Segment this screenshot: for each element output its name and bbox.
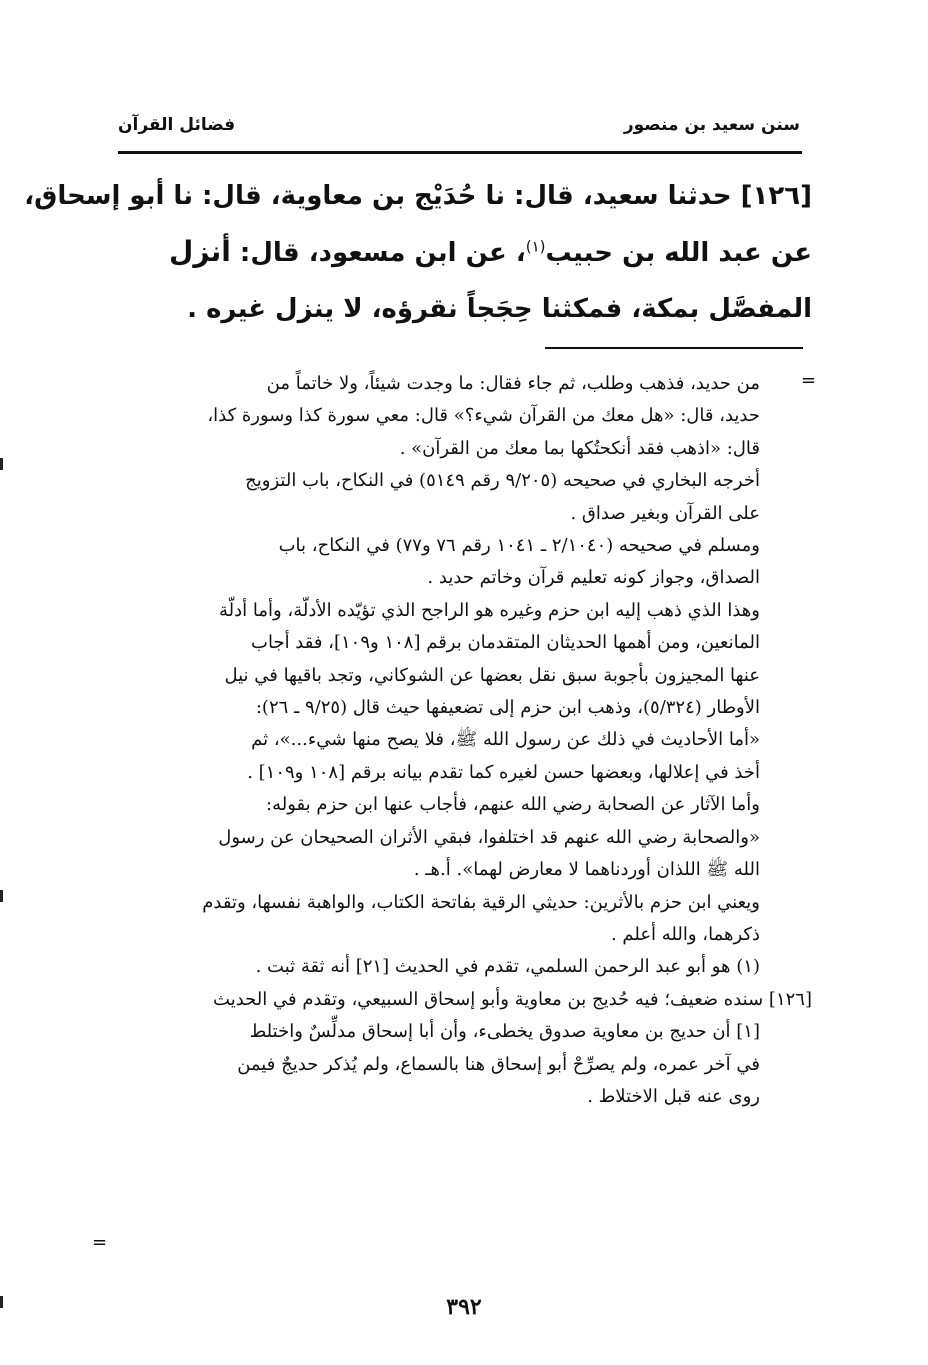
header-rule	[118, 151, 802, 154]
note-line: أخذ في إعلالها، وبعضها حسن لغيره كما تقدم بيانه برقم [١٠٨ و١٠٩] .	[247, 761, 760, 783]
hadith-line-2-emphasis: أنزل	[169, 235, 231, 268]
scan-edge-mark	[0, 1296, 3, 1308]
scan-edge-mark	[0, 458, 3, 470]
note-line: أخرجه البخاري في صحيحه (٩/٢٠٥ رقم ٥١٤٩) في النكاح، باب التزويج	[245, 470, 760, 492]
takhrij-line: روى عنه قبل الاختلاط .	[587, 1085, 760, 1107]
running-header	[118, 108, 800, 142]
note-line: قال: «اذهب فقد أنكحتُكها بما معك من القرآن» .	[399, 437, 760, 459]
chapter-title: فضائل القرآن	[118, 115, 236, 135]
footnotes-block	[100, 368, 812, 1113]
footnote-separator	[545, 347, 803, 349]
note-line: حديد، قال: «هل معك من القرآن شيء؟» قال: معي سورة كذا وسورة كذا،	[207, 405, 760, 427]
note-line: ذكرهما، والله أعلم .	[610, 923, 760, 945]
book-title: سنن سعيد بن منصور	[623, 115, 800, 135]
continuation-mark: =	[800, 370, 816, 391]
page-number: ٣٩٢	[446, 1294, 482, 1320]
main-hadith-text	[24, 168, 812, 337]
hadith-line-3: المفصَّل بمكة، فمكثنا حِجَجاً نقرؤه، لا ينزل غيره .	[187, 294, 812, 324]
continuation-end-mark: =	[92, 1232, 108, 1253]
takhrij-line: [١] أن حديج بن معاوية صدوق يخطىء، وأن أبا إسحاق مدلِّسٌ واختلط	[249, 1021, 760, 1043]
hadith-line-2-start: عن عبد الله بن حبيب	[545, 238, 812, 268]
note-line: من حديد، فذهب وطلب، ثم جاء فقال: ما وجدت شيئاً، ولا خاتماً من	[266, 373, 760, 394]
note-line: وهذا الذي ذهب إليه ابن حزم وغيره هو الراجح الذي تؤيّده الأدلّة، وأما أدلّة	[219, 599, 760, 621]
note-line: ومسلم في صحيحه (٢/١٠٤٠ ـ ١٠٤١ رقم ٧٦ و٧٧) في النكاح، باب	[278, 535, 760, 557]
hadith-line-1: [١٢٦] حدثنا سعيد، قال: نا حُدَيْج بن معاوية، قال: نا أبو إسحاق،	[24, 181, 812, 211]
takhrij-text: سنده ضعيف؛ فيه حُديج بن معاوية وأبو إسحاق السبيعي، وتقدم في الحديث	[213, 988, 764, 1010]
note-line: وأما الآثار عن الصحابة رضي الله عنهم، فأجاب عنها ابن حزم بقوله:	[266, 794, 760, 816]
takhrij-first-line	[100, 984, 812, 1016]
note-line: ويعني ابن حزم بالأثرين: حديثي الرقية بفاتحة الكتاب، والواهبة نفسها، وتقدم	[202, 891, 760, 913]
note-line: على القرآن وبغير صداق .	[570, 502, 760, 524]
note-line: عنها المجيزون بأجوبة سبق نقل بعضها عن الشوكاني، وتجد باقيها في نيل	[224, 664, 760, 686]
footnote-1: (١) هو أبو عبد الرحمن السلمي، تقدم في الحديث [٢١] أنه ثقة ثبت .	[255, 956, 760, 978]
note-line: «أما الأحاديث في ذلك عن رسول الله ﷺ، فلا يصح منها شيء...»، ثم	[251, 729, 760, 751]
note-line: الصداق، وجواز كونه تعليم قرآن وخاتم حديد .	[427, 567, 760, 589]
takhrij-line: في آخر عمره، ولم يصرِّحْ أبو إسحاق هنا بالسماع، ولم يُذكر حديجٌ فيمن	[237, 1053, 760, 1075]
note-line: الأوطار (٥/٣٢٤)، وذهب ابن حزم إلى تضعيفها حيث قال (٩/٢٥ ـ ٢٦):	[255, 697, 760, 719]
note-line: الله ﷺ اللذان أوردناهما لا معارض لهما». أ.هـ .	[413, 859, 760, 881]
hadith-line-2-mid: ، عن ابن مسعود، قال:	[230, 238, 526, 268]
note-line: «والصحابة رضي الله عنهم قد اختلفوا، فبقي الأثران الصحيحان عن رسول	[218, 826, 760, 848]
note-line: المانعين، ومن أهمها الحديثان المتقدمان برقم [١٠٨ و١٠٩]، فقد أجاب	[251, 632, 760, 654]
takhrij-label: [١٢٦]	[768, 988, 812, 1010]
hadith-line-2	[100, 224, 812, 281]
scan-edge-mark	[0, 890, 3, 902]
footnote-reference[interactable]: (١)	[525, 237, 546, 256]
